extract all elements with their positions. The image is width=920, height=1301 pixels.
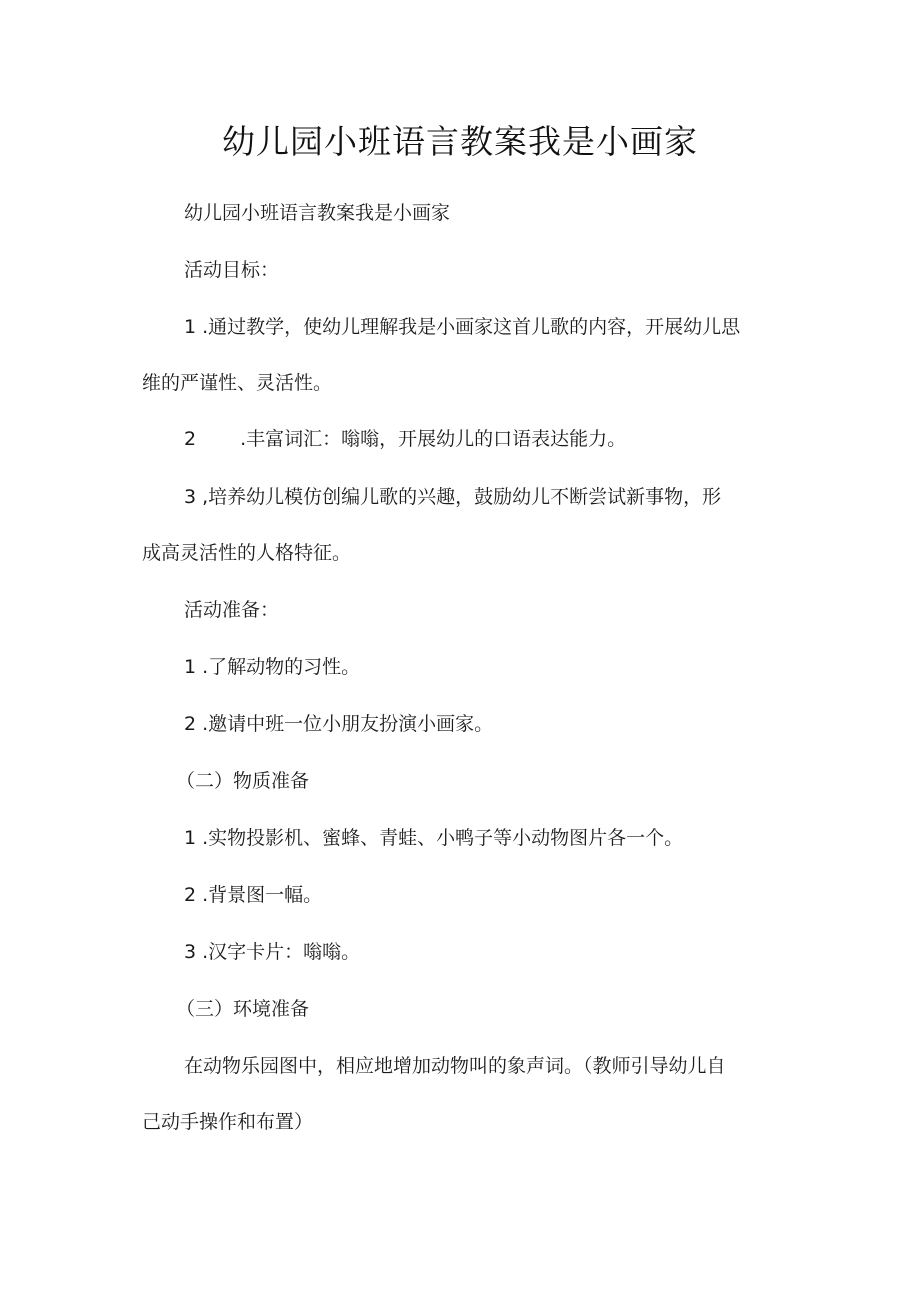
environment-heading: （三）环境准备 xyxy=(176,998,310,1020)
goal-3-line-1: 3 ,培养幼儿模仿创编儿歌的兴趣，鼓励幼儿不断尝试新事物，形 xyxy=(184,486,722,508)
document-subtitle: 幼儿园小班语言教案我是小画家 xyxy=(184,202,451,224)
goal-2-text: .丰富词汇：嗡嗡，开展幼儿的口语表达能力。 xyxy=(240,428,627,450)
environment-line-2: 己动手操作和布置） xyxy=(142,1111,314,1133)
document-title: 幼儿园小班语言教案我是小画家 xyxy=(222,122,698,161)
goal-2-number: 2 xyxy=(184,428,197,450)
prep-heading: 活动准备： xyxy=(184,599,280,621)
prep-item-1: 1 .了解动物的习性。 xyxy=(184,656,361,678)
goal-1-line-2: 维的严谨性、灵活性。 xyxy=(142,372,333,394)
goal-2 xyxy=(184,427,626,451)
environment-line-1: 在动物乐园图中，相应地增加动物叫的象声词。（教师引导幼儿自 xyxy=(184,1055,726,1077)
material-heading: （二）物质准备 xyxy=(176,770,310,792)
material-item-3: 3 .汉字卡片：嗡嗡。 xyxy=(184,941,361,963)
material-item-2: 2 .背景图一幅。 xyxy=(184,884,323,906)
material-item-1: 1 .实物投影机、蜜蜂、青蛙、小鸭子等小动物图片各一个。 xyxy=(184,827,684,849)
goals-heading: 活动目标： xyxy=(184,259,280,281)
prep-item-2: 2 .邀请中班一位小朋友扮演小画家。 xyxy=(184,713,494,735)
goal-1-line-1: 1 .通过教学，使幼儿理解我是小画家这首儿歌的内容，开展幼儿思 xyxy=(184,316,741,338)
goal-3-line-2: 成高灵活性的人格特征。 xyxy=(142,542,352,564)
